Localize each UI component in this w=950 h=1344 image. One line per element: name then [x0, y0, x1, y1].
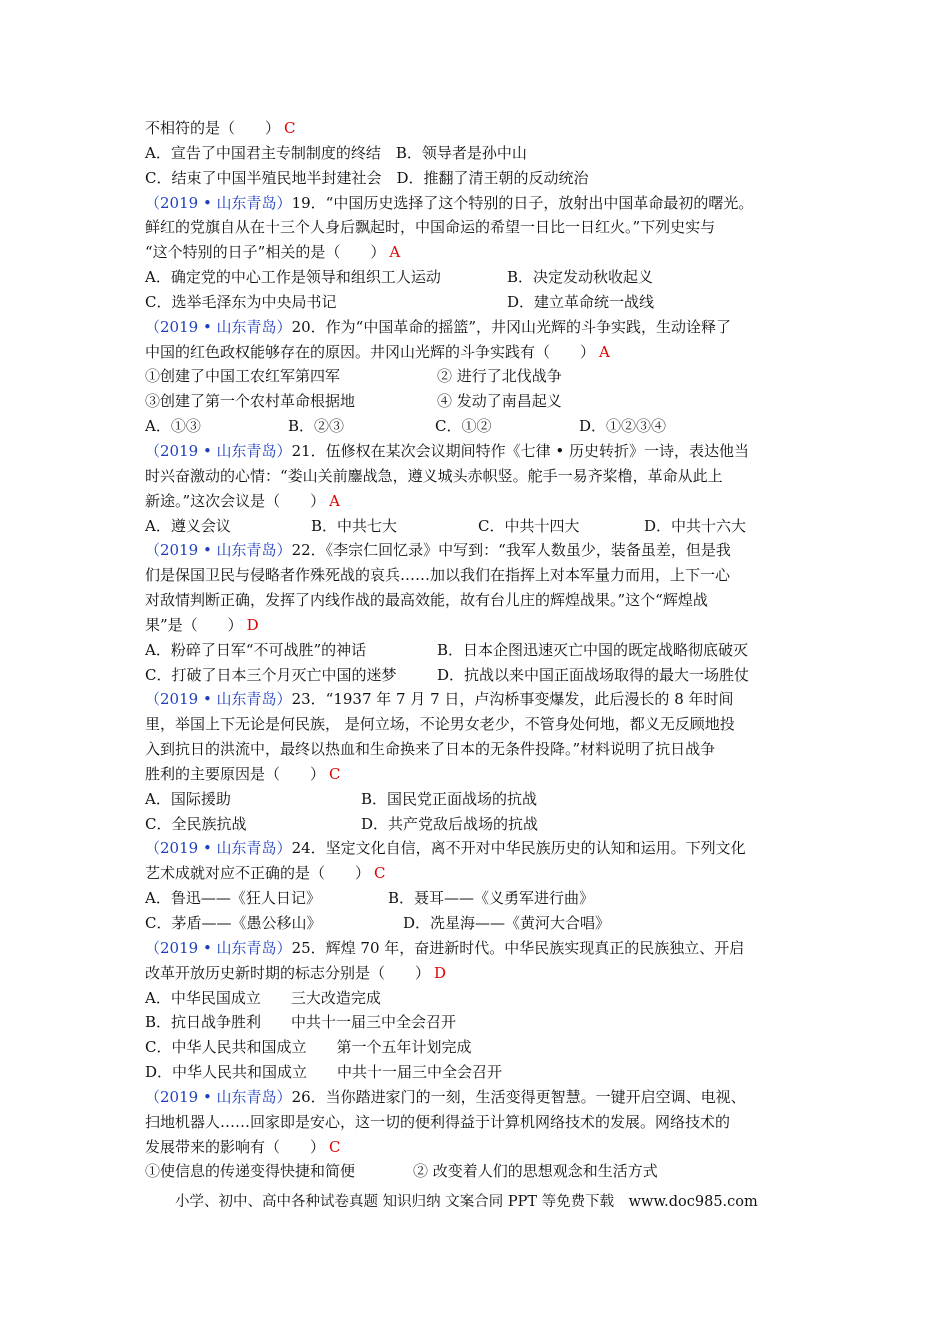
- question-line: 入到抗日的洪流中，最终以热血和生命换来了日本的无条件投降。”材料说明了抗日战争: [145, 740, 716, 759]
- question-text: “这个特别的日子”相关的是（ ）: [145, 243, 386, 262]
- statement-1: ①创建了中国工农红军第四军: [145, 367, 341, 386]
- statement-line: [145, 389, 817, 414]
- question-text: 23．“1937 年 7 月 7 日，卢沟桥事变爆发，此后漫长的 8 年时间: [291, 690, 734, 709]
- option-a: A．遵义会议: [145, 516, 231, 535]
- option-line: [145, 638, 817, 663]
- answer-mark: A: [389, 243, 401, 262]
- question-line: 鲜红的党旗自从在十三个人身后飘起时，中国命运的希望一日比一日红火。”下列史实与: [145, 218, 716, 237]
- question-line: [145, 340, 817, 365]
- option-line: [145, 290, 817, 315]
- option-line: [145, 663, 817, 688]
- question-23-line: [145, 687, 817, 712]
- statement-2: ② 进行了北伐战争: [437, 367, 562, 386]
- option-line: [145, 414, 817, 439]
- option-b: B．日本企图迅速灭亡中国的既定战略彻底破灭: [437, 640, 749, 659]
- question-21-line: [145, 439, 817, 464]
- option-c: C．全民族抗战: [145, 814, 247, 833]
- question-24-line: [145, 836, 817, 861]
- question-line: [145, 1135, 817, 1160]
- answer-mark: D: [434, 963, 447, 982]
- question-line: 时兴奋激动的心情：“娄山关前鏖战急，遵义城头赤帜竖。舵手一易齐桨橹，革命从此上: [145, 466, 723, 485]
- answer-mark: D: [246, 615, 259, 634]
- question-line: 对敌情判断正确，发挥了内线作战的最高效能，故有台儿庄的辉煌战果。”这个“辉煌战: [145, 591, 708, 610]
- question-text: 艺术成就对应不正确的是（ ）: [145, 864, 371, 883]
- option-a: A．鲁迅——《狂人日记》: [145, 889, 321, 908]
- source-tag: （2019 • 山东青岛）: [145, 441, 292, 460]
- source-tag: （2019 • 山东青岛）: [145, 1087, 292, 1106]
- option-b: B．中共七大: [311, 516, 398, 535]
- option-d: D．抗战以来中国正面战场取得的最大一场胜仗: [437, 665, 750, 684]
- option-d: D．共产党敌后战场的抗战: [361, 814, 539, 833]
- question-line: [145, 489, 817, 514]
- question-25-line: [145, 936, 817, 961]
- option-line: A．宣告了中国君主专制制度的终结 B．领导者是孙中山: [145, 143, 527, 162]
- question-19-line: [145, 191, 817, 216]
- question-line: [145, 861, 817, 886]
- option-line: C．结束了中国半殖民地半封建社会 D．推翻了清王朝的反动统治: [145, 168, 589, 187]
- option-line: C．中华人民共和国成立 第一个五年计划完成: [145, 1038, 472, 1057]
- option-c: C．打破了日本三个月灭亡中国的迷梦: [145, 665, 397, 684]
- option-a: A．确定党的中心工作是领导和组织工人运动: [145, 268, 441, 287]
- option-a: A．①③: [145, 417, 201, 436]
- question-20-line: [145, 315, 817, 340]
- statement-2: ② 改变着人们的思想观念和生活方式: [413, 1162, 658, 1181]
- option-line: [145, 787, 817, 812]
- option-c: C．中共十四大: [478, 516, 580, 535]
- statement-line: [145, 1159, 817, 1184]
- statement-3: ③创建了第一个农村革命根据地: [145, 392, 356, 411]
- question-line: [145, 613, 817, 638]
- question-text: 26．当你踏进家门的一刻，生活变得更智慧。一键开启空调、电视、: [291, 1087, 746, 1106]
- question-line: 们是保国卫民与侵略者作殊死战的哀兵……加以我们在指挥上对本军量力而用，上下一心: [145, 566, 731, 585]
- question-text: 25．辉煌 70 年，奋进新时代。中华民族实现真正的民族独立、开启: [291, 938, 745, 957]
- source-tag: （2019 • 山东青岛）: [145, 193, 292, 212]
- option-line: [145, 886, 817, 911]
- question-text: 果”是（ ）: [145, 615, 243, 634]
- question-text: 改革开放历史新时期的标志分别是（ ）: [145, 963, 431, 982]
- question-line: [145, 240, 817, 265]
- answer-mark: A: [599, 342, 610, 361]
- option-c: C．选举毛泽东为中央局书记: [145, 292, 337, 311]
- page-footer: 小学、初中、高中各种试卷真题 知识归纳 文案合同 PPT 等免费下载 www.doc985.com: [175, 1194, 758, 1210]
- question-line: [145, 961, 817, 986]
- question-text: 19．“中国历史选择了这个特别的日子，放射出中国革命最初的曙光。: [291, 193, 754, 212]
- question-text: 发展带来的影响有（ ）: [145, 1137, 326, 1156]
- option-line: [145, 911, 817, 936]
- option-a: A．粉碎了日军“不可战胜”的神话: [145, 640, 367, 659]
- question-text: 中国的红色政权能够存在的原因。井冈山光辉的斗争实践有（ ）: [145, 342, 596, 361]
- option-b: B．决定发动秋收起义: [507, 268, 654, 287]
- statement-4: ④ 发动了南昌起义: [437, 392, 562, 411]
- source-tag: （2019 • 山东青岛）: [145, 938, 292, 957]
- question-line: [145, 762, 817, 787]
- answer-mark: C: [329, 1137, 341, 1156]
- option-d: D．建立革命统一战线: [507, 292, 655, 311]
- question-text: 24．坚定文化自信，离不开对中华民族历史的认知和运用。下列文化: [291, 839, 746, 858]
- statement-1: ①使信息的传递变得快捷和简便: [145, 1162, 356, 1181]
- option-line: D．中华人民共和国成立 中共十一届三中全会召开: [145, 1063, 503, 1082]
- question-text: 22．《李宗仁回忆录》中写到：“我军人数虽少，装备虽差，但是我: [291, 541, 731, 560]
- statement-line: [145, 364, 817, 389]
- option-d: D．中共十六大: [644, 516, 747, 535]
- question-line: 扫地机器人……回家即是安心，这一切的便利得益于计算机网络技术的发展。网络技术的: [145, 1112, 731, 1131]
- answer-mark: C: [374, 864, 386, 883]
- option-line: [145, 812, 817, 837]
- question-text: 胜利的主要原因是（ ）: [145, 764, 326, 783]
- option-d: D．冼星海——《黄河大合唱》: [403, 914, 611, 932]
- option-b: B．国民党正面战场的抗战: [361, 789, 538, 808]
- question-text: 21．伍修权在某次会议期间特作《七律 • 历史转折》一诗，表达他当: [291, 441, 750, 460]
- option-c: C．茅盾——《愚公移山》: [145, 914, 322, 932]
- answer-mark: A: [329, 491, 341, 510]
- answer-mark: C: [284, 119, 296, 137]
- question-line: [145, 116, 817, 141]
- question-22-line: [145, 538, 817, 563]
- option-d: D．①②③④: [579, 417, 667, 436]
- source-tag: （2019 • 山东青岛）: [145, 839, 292, 858]
- question-text: 不相符的是（ ）: [145, 119, 281, 137]
- option-c: C．①②: [435, 417, 492, 436]
- option-b: B．聂耳——《义勇军进行曲》: [388, 889, 595, 908]
- answer-mark: C: [329, 764, 341, 783]
- option-b: B．②③: [288, 417, 345, 436]
- option-a: A．国际援助: [145, 789, 231, 808]
- source-tag: （2019 • 山东青岛）: [145, 541, 292, 560]
- question-text: 20．作为“中国革命的摇篮”，井冈山光辉的斗争实践，生动诠释了: [291, 317, 731, 336]
- question-text: 新途。”这次会议是（ ）: [145, 491, 326, 510]
- option-line: [145, 265, 817, 290]
- source-tag: （2019 • 山东青岛）: [145, 317, 292, 336]
- question-line: 里，举国上下无论是何民族， 是何立场，不论男女老少，不管身处何地，都义无反顾地投: [145, 715, 735, 734]
- question-26-line: [145, 1085, 817, 1110]
- option-line: B．抗日战争胜利 中共十一届三中全会召开: [145, 1013, 457, 1032]
- exam-page: [145, 116, 817, 1184]
- option-line: A．中华民国成立 三大改造完成: [145, 988, 381, 1007]
- source-tag: （2019 • 山东青岛）: [145, 690, 292, 709]
- option-line: [145, 514, 817, 539]
